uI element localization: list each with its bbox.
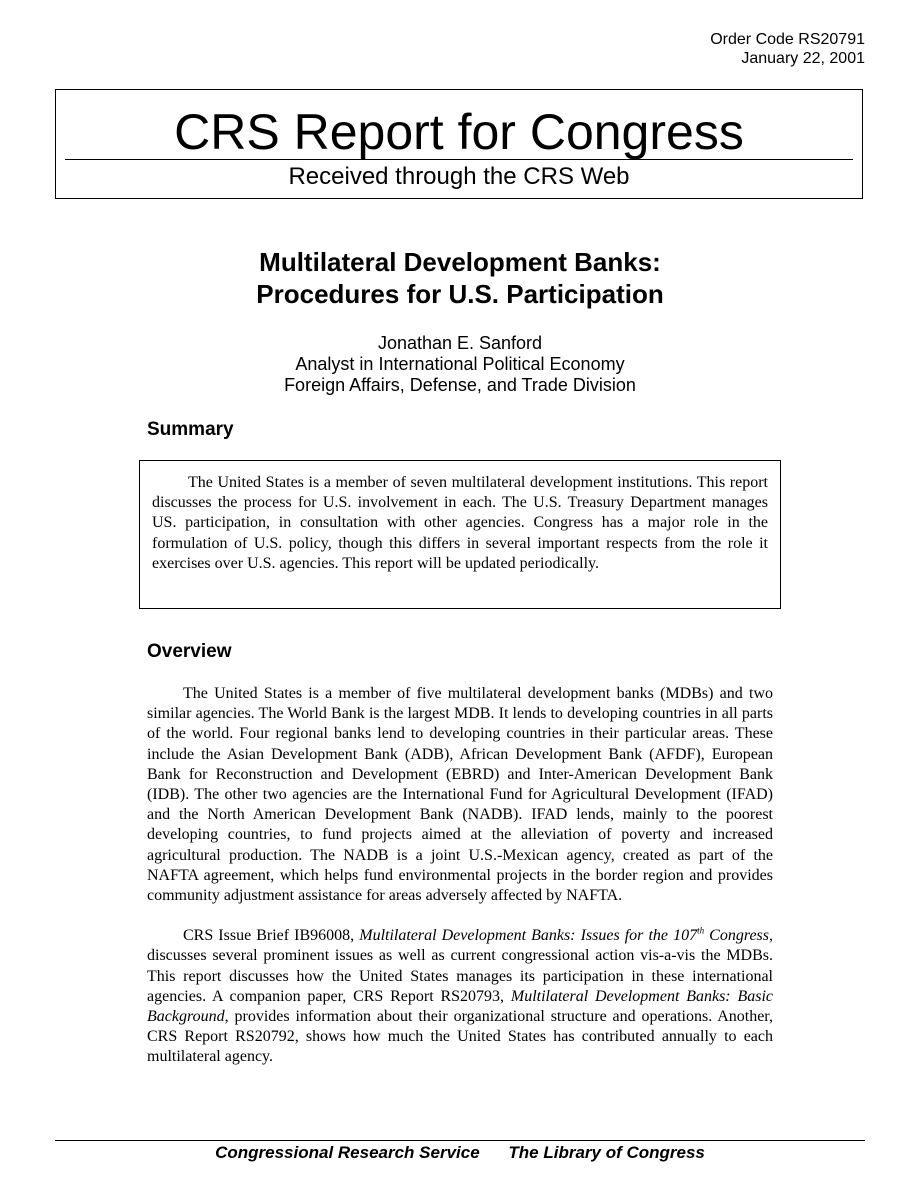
report-title-line2: Procedures for U.S. Participation xyxy=(256,279,664,309)
author-division: Foreign Affairs, Defense, and Trade Division xyxy=(284,375,636,395)
masthead-title: CRS Report for Congress xyxy=(174,104,744,160)
footer-rule xyxy=(55,1140,865,1141)
overview-body xyxy=(147,684,773,1068)
summary-text: The United States is a member of seven multilateral development institutions. This report discusses the process for U.S. involvement in each. The U.S. Treasury Department manages US. participation, in consultation with other agencies. Congress has a major role in the formulation of U.S. policy, though this differs in several important respects from the role it exercises over U.S. agencies. This report will be updated periodically. xyxy=(152,474,768,572)
p2-lead: CRS Issue Brief IB96008, xyxy=(183,927,360,945)
report-date: January 22, 2001 xyxy=(741,50,865,67)
masthead-rule xyxy=(65,159,853,160)
footer-loc: The Library of Congress xyxy=(508,1143,705,1162)
author-role: Analyst in International Political Economy xyxy=(295,354,625,374)
overview-heading: Overview xyxy=(147,641,232,662)
footer-crs: Congressional Research Service xyxy=(215,1143,480,1162)
author-block xyxy=(0,333,920,396)
issue-brief-title: Multilateral Development Banks: Issues for the 107th Congress xyxy=(359,925,770,945)
author-name: Jonathan E. Sanford xyxy=(377,333,543,353)
report-title-line1: Multilateral Development Banks: xyxy=(259,247,661,277)
order-code: Order Code RS20791 xyxy=(710,31,865,48)
companion-report-title: Multilateral Development Banks: Basic Background xyxy=(147,987,773,1026)
p2-mid: , discusses several prominent issues as well as current congressional action vis-a-vis the MDBs. This report discusses how the United States manages its participation in these international agencies. A companion paper, CRS Report RS20793, xyxy=(147,927,774,1005)
ordinal-suffix: th xyxy=(697,925,705,936)
summary-box xyxy=(139,460,781,609)
overview-paragraph-1: The United States is a member of five multilateral development banks (MDBs) and two similar agencies. The World Bank is the largest MDB. It lends to developing countries in all parts of the world. Four regional banks lend to developing countries in their particular areas. These include the Asian Development Bank (ADB), African Development Bank (AFDF), European Bank for Reconstruction and Development (EBRD) and Inter-American Development Bank (IDB). The other two agencies are the International Fund for Agricultural Development (IFAD) and the North American Development Bank (NADB). IFAD lends, mainly to the poorest developing countries, to fund projects aimed at the alleviation of poverty and increased agricultural production. The NADB is a joint U.S.-Mexican agency, created as part of the NAFTA agreement, which helps fund environmental projects in the border region and provides community adjustment assistance for areas adversely affected by NAFTA. xyxy=(147,685,773,905)
masthead-subtitle: Received through the CRS Web xyxy=(288,163,630,190)
masthead-box xyxy=(55,89,863,199)
report-title xyxy=(0,246,920,310)
summary-heading: Summary xyxy=(147,419,234,440)
overview-paragraph-2 xyxy=(147,926,773,1067)
footer xyxy=(0,1143,920,1163)
order-code-block xyxy=(710,30,865,68)
p2-tail: , provides information about their organizational structure and operations. Another, CRS Report RS20792, shows how much the United States has contributed annually to each multilateral agency. xyxy=(147,1008,773,1066)
